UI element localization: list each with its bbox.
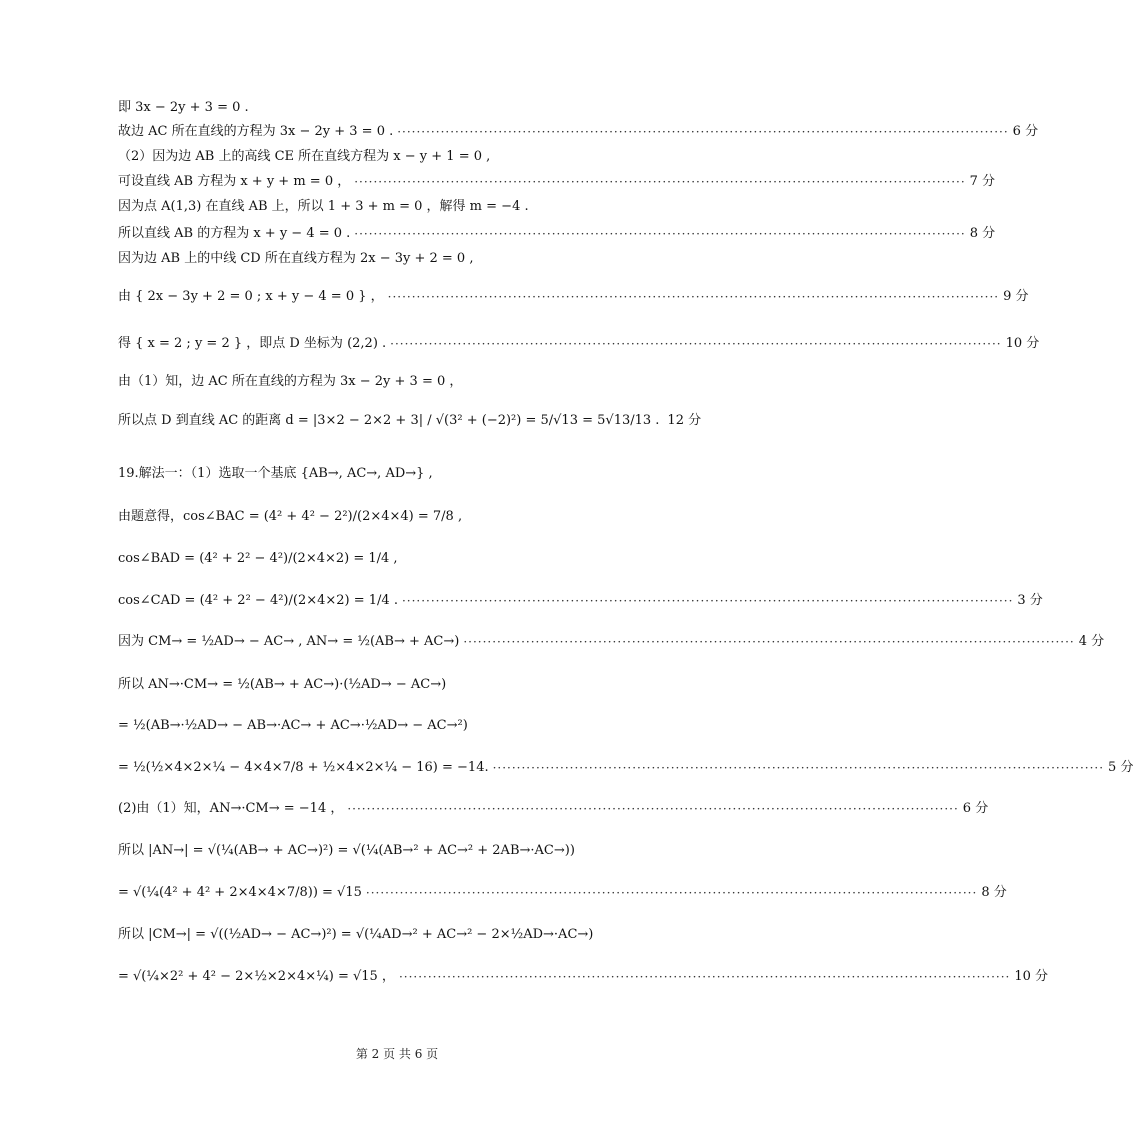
score-mark: 10 分 [1014,969,1049,984]
dot-leader: ······························································································································· [390,337,1002,351]
dot-leader: ······························································································································· [387,290,1000,304]
solution-line [118,718,676,734]
solution-line [118,289,1029,305]
solution-text: 所以直线 AB 的方程为 x + y − 4 = 0 . [118,226,351,241]
solution-line [118,199,676,215]
solution-text: 故边 AC 所在直线的方程为 3x − 2y + 3 = 0 . [118,124,394,139]
solution-text: （2）因为边 AB 上的高线 CE 所在直线方程为 x − y + 1 = 0 , [118,149,491,164]
solution-line [118,593,1043,609]
score-mark: 6 分 [962,801,989,816]
solution-line [118,509,676,525]
solution-text: 得 { x = 2 ; y = 2 } ，即点 D 坐标为 (2,2) . [118,336,387,351]
solution-text: 因为边 AB 上的中线 CD 所在直线方程为 2x − 3y + 2 = 0 , [118,251,474,266]
dot-leader: ······························································································································· [397,125,1009,139]
solution-line [118,760,1133,776]
solution-text: 因为 CM→ = ½AD→ − AC→ , AN→ = ½(AB→ + AC→) [118,634,460,649]
solution-text: = ½(½×4×2×¼ − 4×4×7/8 + ½×4×2×¼ − 16) = −14. [118,760,489,775]
score-mark: 8 分 [969,226,996,241]
solution-text: = ½(AB→·½AD→ − AB→·AC→ + AC→·½AD→ − AC→²) [118,718,468,733]
dot-leader: ······························································································································· [354,175,966,189]
dot-leader: ······························································································································· [401,594,1014,608]
solution-line [118,634,1105,650]
solution-line [118,100,676,116]
solution-line [118,801,989,817]
solution-line [118,969,1049,985]
solution-text: 由题意得，cos∠BAC = (4² + 4² − 2²)/(2×4×4) = 7/8 , [118,509,463,524]
score-mark: 9 分 [1003,289,1029,304]
dot-leader: ······························································································································· [492,761,1105,775]
solution-line [118,174,996,190]
solution-text: 即 3x − 2y + 3 = 0 . [118,100,249,115]
solution-line [118,843,676,859]
dot-leader: ······························································································································· [398,970,1011,984]
dot-leader: ······························································································································· [347,802,959,816]
solution-text: 所以 AN→·CM→ = ½(AB→ + AC→)·(½AD→ − AC→) [118,677,447,692]
dot-leader: ······························································································································· [463,635,1075,649]
solution-line [118,677,676,693]
solution-text: 所以点 D 到直线 AC 的距离 d = |3×2 − 2×2 + 3| / √(3² + (−2)²) = 5/√13 = 5√13/13 . [118,413,660,428]
score-mark: 8 分 [981,885,1007,900]
score-mark: 10 分 [1005,336,1040,351]
solution-text: 所以 |CM→| = √((½AD→ − AC→)²) = √(¼AD→² + AC→² − 2×½AD→·AC→) [118,927,594,942]
solution-line [118,374,676,390]
solution-text: 由 { 2x − 3y + 2 = 0 ; x + y − 4 = 0 } ， [118,289,384,304]
solution-line [118,413,702,429]
solution-line [118,226,996,242]
score-mark: 3 分 [1017,593,1043,608]
solution-text: = √(¼×2² + 4² − 2×½×2×4×¼) = √15 ， [118,969,395,984]
solution-line [118,149,676,165]
score-mark: 12 分 [667,413,702,428]
solution-line [118,885,1007,901]
score-mark: 5 分 [1108,760,1133,775]
solution-line [118,124,1039,140]
solution-line [118,251,676,267]
solution-line [118,466,676,482]
solution-text: 所以 |AN→| = √(¼(AB→ + AC→)²) = √(¼(AB→² + AC→² + 2AB→·AC→)) [118,843,575,858]
page-footer: 第 2 页 共 6 页 [355,1047,439,1061]
solution-text: 可设直线 AB 方程为 x + y + m = 0 ， [118,174,351,189]
solution-text: (2)由（1）知，AN→·CM→ = −14 ， [118,801,344,816]
score-mark: 7 分 [969,174,996,189]
solution-line [118,551,676,567]
solution-line [118,336,1040,352]
solution-text: 因为点 A(1,3) 在直线 AB 上，所以 1 + 3 + m = 0 ，解得 m = −4 . [118,199,529,214]
solution-text: cos∠BAD = (4² + 2² − 4²)/(2×4×2) = 1/4 , [118,551,398,566]
dot-leader: ······························································································································· [354,227,966,241]
solution-text: cos∠CAD = (4² + 2² − 4²)/(2×4×2) = 1/4 . [118,593,398,608]
solution-text: 19.解法一：（1）选取一个基底 {AB→, AC→, AD→} , [118,466,433,481]
solution-text: = √(¼(4² + 4² + 2×4×4×7/8)) = √15 [118,885,362,900]
score-mark: 6 分 [1012,124,1039,139]
dot-leader: ······························································································································· [365,886,978,900]
score-mark: 4 分 [1078,634,1105,649]
solution-line [118,927,676,943]
solution-text: 由（1）知，边 AC 所在直线的方程为 3x − 2y + 3 = 0 ， [118,374,463,389]
